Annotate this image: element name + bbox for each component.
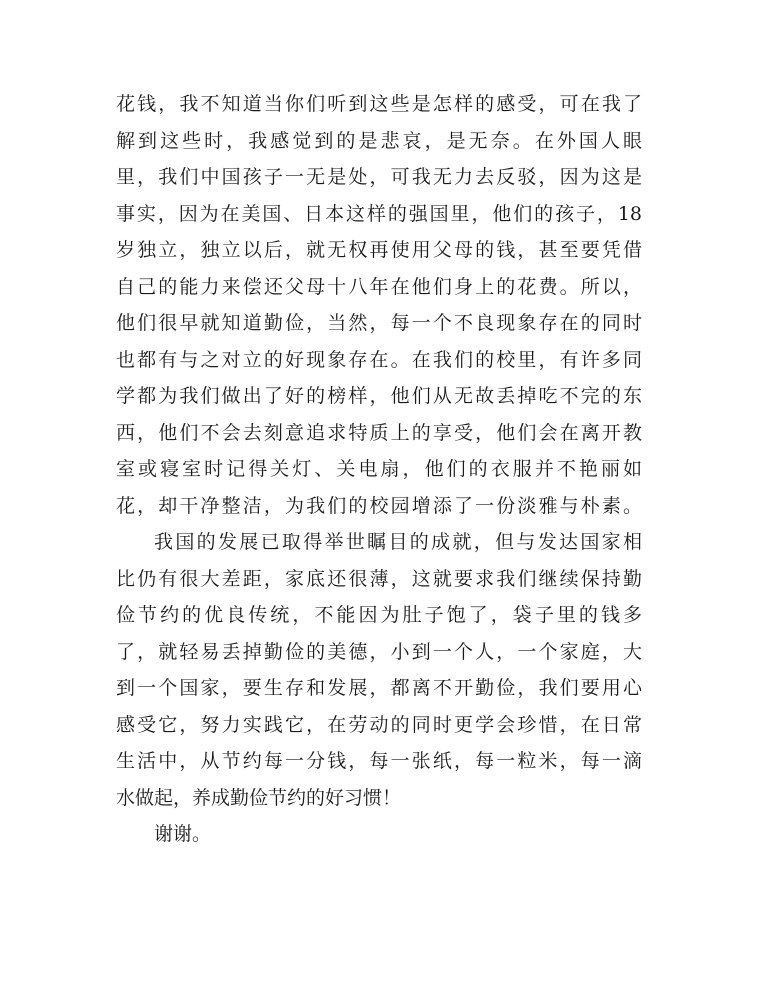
text-line: 里，我们中国孩子一无是处，可我无力去反驳，因为这是 — [116, 166, 642, 188]
paragraph-2 — [116, 524, 642, 816]
document-body — [116, 86, 642, 853]
paragraph-3 — [116, 816, 642, 853]
text-line: 俭节约的优良传统，不能因为肚子饱了，袋子里的钱多 — [116, 604, 642, 626]
text-line: 自己的能力来偿还父母十八年在他们身上的花费。所以， — [116, 275, 642, 298]
text-line: 到一个国家，要生存和发展，都离不开勤俭，我们要用心 — [116, 677, 642, 699]
text-line: 花，却干净整洁，为我们的校园增添了一份淡雅与朴素。 — [116, 494, 642, 517]
text-line: 生活中，从节约每一分钱，每一张纸，每一粒米，每一滴 — [116, 750, 642, 772]
text-line: 水做起，养成勤俭节约的好习惯！ — [116, 786, 402, 809]
text-line: 事实，因为在美国、日本这样的强国里，他们的孩子，18 — [116, 202, 642, 225]
text-line: 感受它，努力实践它，在劳动的同时更学会珍惜，在日常 — [116, 713, 642, 736]
text-line: 学都为我们做出了好的榜样，他们从无故丢掉吃不完的东 — [116, 385, 642, 407]
text-line: 也都有与之对立的好现象存在。在我们的校里，有许多同 — [116, 348, 642, 371]
text-line: 室或寝室时记得关灯、关电扇，他们的衣服并不艳丽如 — [116, 458, 642, 480]
paragraph-1 — [116, 86, 642, 524]
text-line: 西，他们不会去刻意追求特质上的享受，他们会在离开教 — [116, 421, 642, 444]
text-line: 岁独立，独立以后，就无权再使用父母的钱，甚至要凭借 — [116, 239, 642, 261]
closing-line: 谢谢。 — [154, 823, 212, 845]
text-line: 他们很早就知道勤俭，当然，每一个不良现象存在的同时 — [116, 312, 642, 334]
text-line: 比仍有很大差距，家底还很薄，这就要求我们继续保持勤 — [116, 567, 642, 590]
text-line: 花钱，我不知道当你们听到这些是怎样的感受，可在我了 — [116, 93, 642, 115]
text-line: 解到这些时，我感觉到的是悲哀，是无奈。在外国人眼 — [116, 129, 642, 152]
text-line: 我国的发展已取得举世瞩目的成就，但与发达国家相 — [154, 531, 642, 553]
text-line: 了，就轻易丢掉勤俭的美德，小到一个人，一个家庭，大 — [116, 640, 642, 663]
